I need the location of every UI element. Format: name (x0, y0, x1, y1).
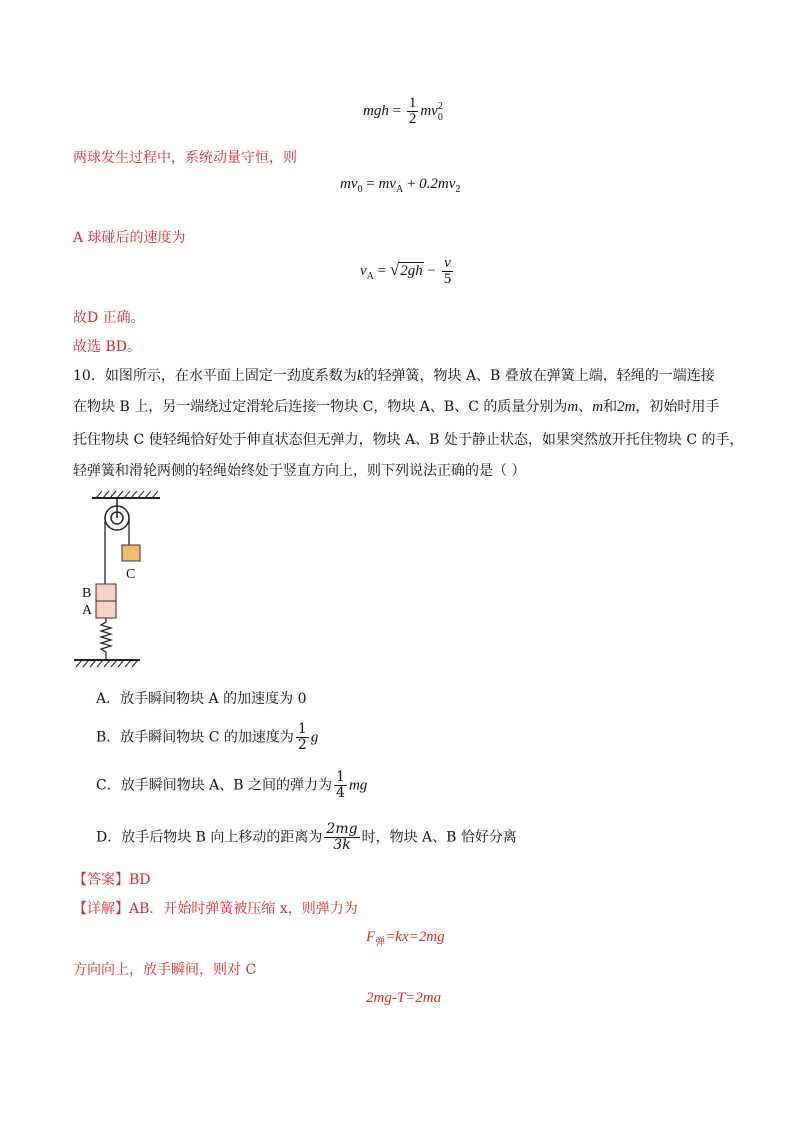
equation-velocity (360, 256, 455, 287)
fraction-numerator: 1 (297, 721, 307, 737)
fraction-numerator: 1 (336, 769, 345, 785)
label-c: C (126, 567, 136, 582)
option-text: C．放手瞬间物块 A、B 之间的弹力为 (96, 777, 333, 794)
answer-line: 【答案】BD (73, 872, 151, 888)
equation-newton-c: 2mg-T=2ma (366, 990, 442, 1006)
fraction-denominator: 2 (297, 737, 307, 753)
equation-momentum (340, 176, 460, 195)
fraction-denominator: 2 (408, 111, 417, 127)
fraction (407, 96, 419, 127)
eq-term: 0.2mv (419, 176, 456, 192)
fraction-denominator: 3k (333, 837, 351, 853)
floor-hatch (76, 660, 138, 667)
fraction (334, 770, 347, 801)
option-text: D．放手后物块 B 向上移动的距离为 (96, 829, 323, 846)
symbol-2m: 2m (617, 399, 636, 415)
block-c (122, 545, 140, 561)
eq-term: v (360, 262, 367, 279)
eq-sign: = (377, 262, 387, 279)
option-a: A．放手瞬间物块 A 的加速度为 0 (96, 691, 307, 707)
question-text: 的轻弹簧，物块 A、B 叠放在弹簧上端，轻绳的一端连接 (363, 368, 715, 384)
symbol-m: m (567, 399, 579, 415)
ceiling-hatch (96, 491, 158, 498)
spring (101, 618, 111, 660)
superscript: 2 (437, 100, 443, 112)
symbol-g: g (310, 729, 319, 746)
eq-term: F (366, 929, 376, 945)
option-c (96, 770, 367, 801)
eq-term: =kx=2mg (385, 929, 445, 945)
text-line-momentum: 两球发生过程中，系统动量守恒，则 (73, 150, 297, 166)
sqrt-radicand: 2gh (400, 262, 423, 279)
eq-term: mv (340, 176, 358, 192)
question-text: ，初始时用手 (635, 399, 720, 415)
eq-sign: − (427, 262, 436, 279)
option-b (96, 722, 318, 753)
option-d (96, 822, 517, 853)
eq-sign: = (366, 176, 375, 192)
eq-term: mv (420, 102, 438, 119)
fraction-numerator: v (444, 255, 451, 271)
question-text: 和 (603, 399, 618, 415)
symbol-k: k (356, 368, 364, 384)
subscript: A (366, 270, 374, 282)
question-line-2 (73, 397, 719, 417)
subscript: A (395, 184, 404, 195)
fraction (296, 722, 309, 753)
label-a: A (82, 603, 93, 618)
question-line-3: 托住物块 C 使轻绳恰好处于伸直状态但无弹力，物块 A、B 处于静止状态，如果突然放开托住物块 C 的手， (73, 432, 744, 448)
block-b (96, 584, 116, 601)
text-choose: 故选 BD。 (73, 339, 141, 355)
question-line-1 (73, 366, 715, 386)
detail-line-1: 【详解】AB．开始时弹簧被压缩 x，则弹力为 (73, 901, 358, 917)
question-line-4: 轻弹簧和滑轮两侧的轻绳始终处于竖直方向上，则下列说法正确的是（ ） (73, 463, 526, 479)
subscript: 弹 (375, 937, 386, 948)
subscript: 0 (437, 111, 443, 123)
fraction-denominator: 4 (336, 785, 345, 801)
equation-spring-force (366, 929, 445, 948)
eq-sign: + (406, 176, 416, 192)
fraction-numerator: 2mg (326, 821, 358, 837)
subscript: 2 (455, 184, 461, 195)
pulley-spring-figure (70, 488, 180, 668)
detail-line-2: 方向向上，放手瞬间，则对 C (73, 962, 257, 978)
option-text: B．放手瞬间物块 C 的加速度为 (96, 729, 294, 746)
eq-term: mgh (363, 102, 389, 119)
separator: 、 (578, 399, 593, 415)
block-a (96, 601, 116, 618)
fraction-numerator: 1 (408, 95, 417, 111)
symbol-mg: mg (348, 777, 368, 794)
subscript: 0 (357, 184, 363, 195)
equation-energy (363, 96, 443, 127)
question-text: 10．如图所示，在水平面上固定一劲度系数为 (73, 368, 357, 384)
sqrt-icon: √ (389, 259, 400, 279)
eq-sign: = (392, 102, 402, 119)
symbol-m: m (592, 399, 604, 415)
eq-term: mv (378, 176, 396, 192)
fraction (324, 822, 359, 853)
fraction-denominator: 5 (443, 271, 452, 287)
text-d-correct: 故D 正确。 (73, 310, 145, 326)
option-text: 时，物块 A、B 恰好分离 (361, 829, 517, 846)
label-b: B (82, 586, 92, 601)
text-line-speed: A 球碰后的速度为 (73, 230, 186, 246)
fraction (442, 256, 454, 287)
question-text: 在物块 B 上，另一端绕过定滑轮后连接一物块 C，物块 A、B、C 的质量分别为 (73, 399, 568, 415)
